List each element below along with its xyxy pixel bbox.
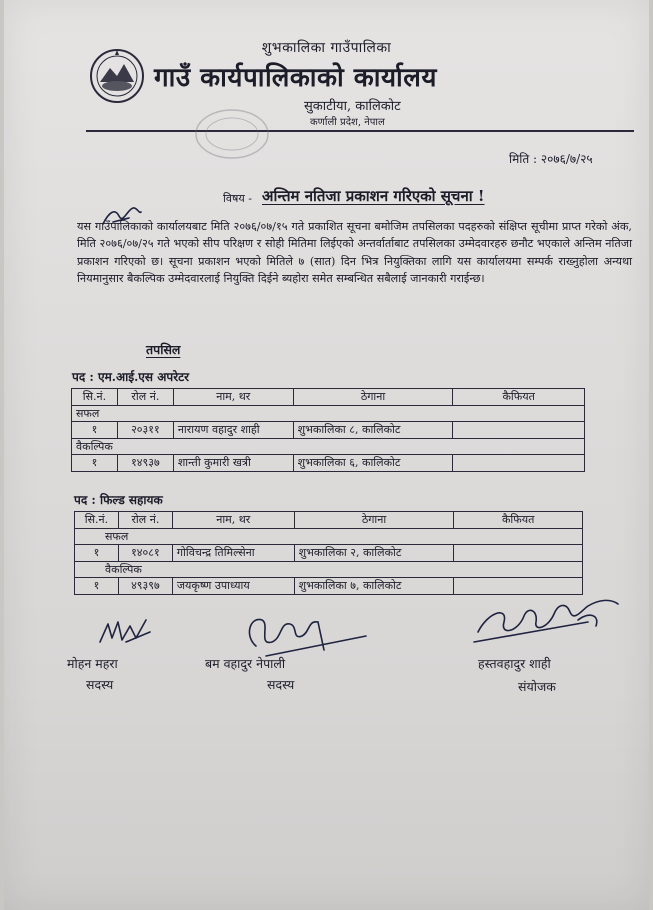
office-title: गाउँ कार्यपालिकाको कार्यालय <box>154 63 437 93</box>
signatory-role: सदस्य <box>267 677 295 692</box>
section-label-alternate: वैकल्पिक <box>72 438 585 455</box>
column-header: सि.नं. <box>75 512 119 529</box>
notice-body: यस गाउँपालिकाको कार्यालयबाट मिति २०७६/०७/१५ गते प्रकाशित सूचना बमोजिम तपसिलका पदहरुको संक्षिप्त सूचीमा प्राप्त गरेको अंक, मिति २०७६/०७/२५ गते भएको सीप परिक्षण र सोही मितिमा लिईएको अन्तर्वार्ताबाट तपसिलका उम्मेदवारहरु छनौट भएकाले अन्तिम नतिजा प्रकाशन गरिएको छ। सूचना प्रकाशन भएको मितिले ७ (सात) दिन भित्र नियुक्तिका लागि यस कार्यालयमा सम्पर्क राख्नुहोला अन्यथा नियमानुसार बैकल्पिक उम्मेदवारलाई नियुक्ति दिईने ब्यहोरा समेत सम्बन्धित सबैलाई जानकारी गराईन्छ। <box>77 220 632 286</box>
roll-cell: १४९३७ <box>117 455 173 472</box>
post-title-mis-operator: पद : एम.आई.एस अपरेटर <box>72 370 190 384</box>
notice-date: मिति : २०७६/७/२५ <box>509 152 593 166</box>
address-line-1: सुकाटीया, कालिकोट <box>304 99 401 114</box>
roll-cell: ४९३९७ <box>118 578 172 595</box>
results-table-field-assistant <box>74 511 583 595</box>
address-cell: शुभकालिका ६, कालिकोट <box>293 455 453 472</box>
name-cell: नारायण वहादुर शाही <box>173 422 293 439</box>
column-header: कैफियत <box>453 389 585 406</box>
table-header-row <box>72 389 585 406</box>
column-header: कैफियत <box>454 512 583 529</box>
signature-icon <box>236 606 376 662</box>
signature-icon <box>468 592 628 652</box>
signature-icon <box>96 612 156 654</box>
section-row <box>75 528 583 545</box>
section-row <box>75 561 583 578</box>
column-header: ठेगाना <box>294 512 454 529</box>
section-label-successful: सफल <box>72 405 585 422</box>
results-table-mis-operator <box>71 388 585 472</box>
office-stamp-icon <box>192 106 272 162</box>
signatory-name: मोहन महरा <box>67 656 118 671</box>
column-header: सि.नं. <box>72 389 118 406</box>
subject-label: विषय - <box>223 192 252 205</box>
municipality-name: शुभकालिका गाउँपालिका <box>261 40 392 56</box>
signatory-name: हस्तवहादुर शाही <box>478 656 551 671</box>
header-divider <box>86 130 634 132</box>
name-cell: शान्ती कुमारी खत्री <box>173 455 293 472</box>
serial-cell: १ <box>72 455 118 472</box>
table-row <box>72 455 585 472</box>
roll-cell: १४०८१ <box>118 545 172 562</box>
signatory-name: बम वहादुर नेपाली <box>205 656 286 671</box>
table-row <box>75 545 583 562</box>
name-cell: जयकृष्ण उपाध्याय <box>172 578 294 595</box>
details-heading: तपसिल <box>146 342 181 357</box>
subject-title: अन्तिम नतिजा प्रकाशन गरिएको सूचना ! <box>262 187 485 205</box>
roll-cell: २०३११ <box>117 422 173 439</box>
name-cell: गोविचन्द्र तिमिल्सेना <box>172 545 294 562</box>
address-line-2: कर्णाली प्रदेश, नेपाल <box>310 117 385 128</box>
column-header: नाम, थर <box>173 389 293 406</box>
section-row <box>72 438 585 455</box>
signatory-role: संयोजक <box>518 679 556 694</box>
column-header: नाम, थर <box>172 512 294 529</box>
remarks-cell <box>453 455 585 472</box>
section-label-successful: सफल <box>75 528 583 545</box>
address-cell: शुभकालिका ८, कालिकोट <box>293 422 453 439</box>
serial-cell: १ <box>72 422 118 439</box>
remarks-cell <box>453 422 585 439</box>
column-header: ठेगाना <box>293 389 453 406</box>
serial-cell: १ <box>75 578 119 595</box>
signatory-role: सदस्य <box>86 677 114 692</box>
column-header: रोल नं. <box>118 512 172 529</box>
post-title-field-assistant: पद : फिल्ड सहायक <box>74 493 163 507</box>
column-header: रोल नं. <box>117 389 173 406</box>
table-row <box>72 422 585 439</box>
section-label-alternate: वैकल्पिक <box>75 561 583 578</box>
remarks-cell <box>454 545 583 562</box>
notice-paper <box>4 0 649 910</box>
table-header-row <box>75 512 583 529</box>
serial-cell: १ <box>75 545 119 562</box>
address-cell: शुभकालिका २, कालिकोट <box>294 545 454 562</box>
section-row <box>72 405 585 422</box>
address-cell: शुभकालिका ७, कालिकोट <box>294 578 454 595</box>
